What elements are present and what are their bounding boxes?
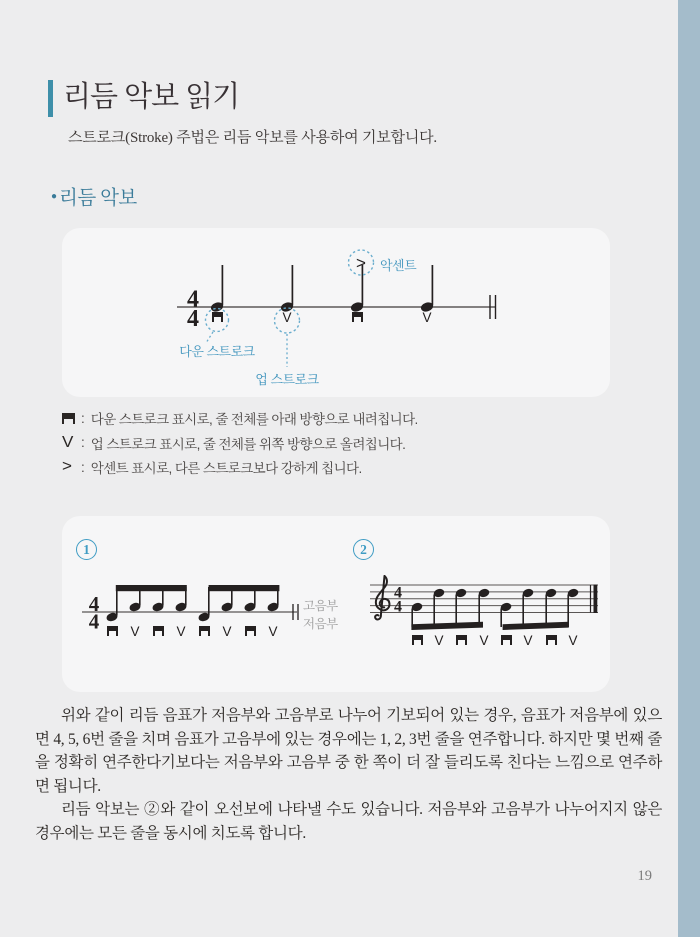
time-signature-bottom: 4 (187, 306, 199, 332)
down-stroke-mark (408, 635, 426, 645)
up-stroke-icon: V (62, 433, 74, 451)
down-stroke-mark (348, 312, 366, 322)
legend-separator: : (81, 435, 85, 451)
stroke-marks-row (62, 312, 610, 328)
ex1-time-signature-bottom: 4 (88, 609, 100, 634)
treble-part-label: 고음부 (303, 599, 338, 613)
up-stroke-mark: V (282, 310, 292, 325)
body-paragraph-2: 리듬 악보는 ②와 같이 오선보에 나타낼 수도 있습니다. 저음부와 고음부가 나누어지지 않은 경우에는 모든 줄을 동시에 치도록 합니다. (35, 801, 662, 842)
time-signature-top: 4 (187, 286, 199, 313)
up-stroke-mark: V (176, 624, 186, 639)
legend-row-down-stroke (62, 406, 622, 431)
legend-text: 악센트 표시로, 다른 스트로크보다 강하게 칩니다. (90, 461, 362, 477)
body-text (35, 704, 662, 845)
up-stroke-mark: V (479, 633, 489, 648)
ex2-eighth-notes (411, 588, 580, 630)
stroke-symbol-legend (62, 406, 622, 480)
up-stroke-mark: V (422, 310, 432, 325)
ex1-eighth-notes (105, 585, 279, 623)
page-number: 19 (637, 868, 652, 884)
accent-label: 악센트 (380, 258, 417, 273)
up-stroke-mark: V (568, 633, 578, 648)
bass-part-label: 저음부 (303, 617, 338, 631)
ex2-time-signature-bottom: 4 (394, 598, 402, 616)
accent-icon: > (62, 458, 72, 476)
up-stroke-mark: V (130, 624, 140, 639)
chapter-title-block (48, 79, 239, 117)
down-stroke-mark (542, 635, 560, 645)
body-paragraph-1: 위와 같이 리듬 음표가 저음부와 고음부로 나누어 기보되어 있는 경우, 음표가 저음부에 있으면 4, 5, 6번 줄을 치며 음표가 고음부에 있는 경우에는 1, 2, 3번 줄을 연주합니다. 하지만 몇 번째 줄을 정확히 연주한다기보다는 저음부와 고음부 중 한 쪽이 더 잘 들리도록 친다는 느낌으로 연주하면 됩니다. (35, 707, 662, 795)
section-heading-label: 리듬 악보 (59, 188, 137, 209)
legend-row-up-stroke (62, 431, 622, 456)
down-stroke-label: 다운 스트로크 (179, 344, 255, 359)
down-stroke-mark (208, 312, 226, 322)
accent-mark: > (356, 253, 366, 273)
figure-examples (62, 516, 610, 692)
example2-number-badge: 2 (353, 539, 374, 560)
bullet-icon: ● (51, 190, 58, 202)
down-stroke-mark (497, 635, 515, 645)
ex2-time-signature-top: 4 (394, 584, 402, 602)
up-stroke-mark: V (523, 633, 533, 648)
section-heading (51, 182, 137, 210)
down-stroke-mark (452, 635, 470, 645)
legend-separator: : (81, 410, 85, 426)
up-stroke-mark: V (268, 624, 278, 639)
up-stroke-mark: V (222, 624, 232, 639)
legend-text: 다운 스트로크 표시로, 줄 전체를 아래 방향으로 내려칩니다. (90, 412, 418, 428)
title-accent-bar (48, 80, 53, 117)
figure-rhythm-notation (62, 228, 610, 397)
example1-number-badge: 1 (76, 539, 97, 560)
legend-separator: : (81, 459, 85, 475)
ex1-time-signature-top: 4 (88, 592, 100, 616)
down-stroke-icon (62, 413, 81, 424)
ex2-stroke-marks-row (62, 635, 610, 651)
legend-row-accent (62, 455, 622, 480)
page-title: 리듬 악보 읽기 (63, 81, 240, 113)
up-stroke-label: 업 스트로크 (255, 372, 319, 387)
page-edge-band (678, 0, 700, 937)
legend-text: 업 스트로크 표시로, 줄 전체를 위쪽 방향으로 올려칩니다. (90, 436, 406, 452)
up-stroke-mark: V (434, 633, 444, 648)
intro-text: 스트로크(Stroke) 주법은 리듬 악보를 사용하여 기보합니다. (68, 130, 437, 146)
